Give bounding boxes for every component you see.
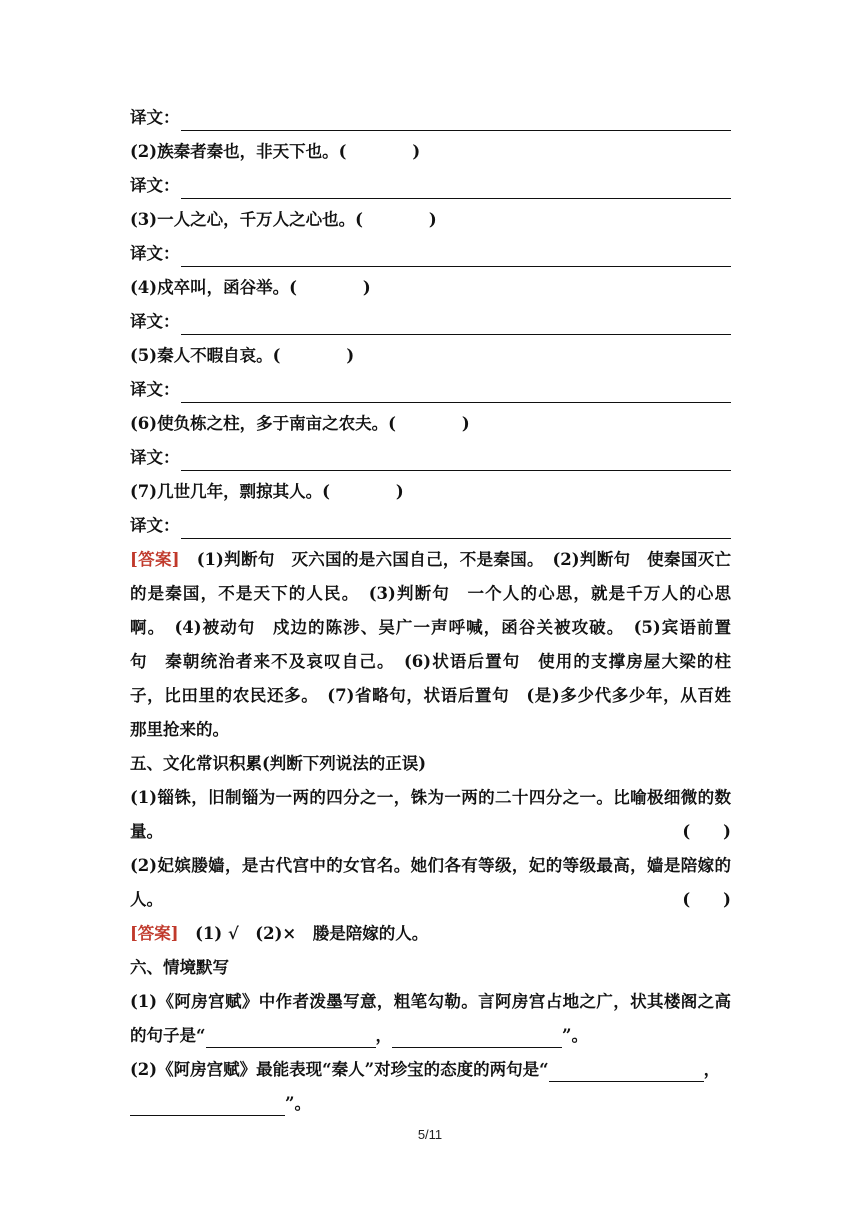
answer-line: 的是秦国，不是天下的人民。 (3)判断句 一个人的心思，就是千万人的心思 <box>130 584 731 603</box>
dictation-blank[interactable] <box>549 1059 704 1082</box>
translation-line-4 <box>130 305 731 339</box>
judgement-paren[interactable]: ( ) <box>682 890 731 909</box>
judgement-paren[interactable]: ( ) <box>682 822 731 841</box>
dictation-question-1: (1)《阿房宫赋》中作者泼墨写意，粗笔勾勒。言阿房宫占地之广，状其楼阁之高 <box>130 992 731 1011</box>
answer-line: 那里抢来的。 <box>130 720 229 739</box>
question-item-6: (6)使负栋之柱，多于南亩之农夫。( ) <box>130 414 470 433</box>
dictation-question-2-cont: ”。 <box>130 1087 731 1121</box>
translation-blank[interactable] <box>181 242 732 267</box>
page-number: 5/11 <box>417 1127 443 1142</box>
translation-line-5 <box>130 373 731 407</box>
answer-line-culture: [答案] (1) √ (2)× 媵是陪嫁的人。 <box>130 924 429 943</box>
dictation-blank[interactable] <box>392 1025 562 1048</box>
answer-line: 子，比田里的农民还多。 (7)省略句，状语后置句 (是)多少代多少年，从百姓 <box>130 686 731 705</box>
culture-question-1-cont: 量。 ( ) <box>130 815 731 849</box>
dictation-blank[interactable] <box>130 1093 285 1116</box>
translation-label: 译文： <box>130 176 180 195</box>
translation-label: 译文： <box>130 108 180 127</box>
translation-label: 译文： <box>130 312 180 331</box>
culture-question-1: (1)锱铢，旧制锱为一两的四分之一，铢为一两的二十四分之一。比喻极细微的数 <box>130 788 731 807</box>
section-6-heading: 六、情境默写 <box>130 958 229 977</box>
dictation-blank[interactable] <box>206 1025 376 1048</box>
translation-line-6 <box>130 441 731 475</box>
translation-blank[interactable] <box>181 174 732 199</box>
translation-label: 译文： <box>130 448 180 467</box>
question-item-5: (5)秦人不暇自哀。( ) <box>130 346 355 365</box>
question-item-2: (2)族秦者秦也，非天下也。( ) <box>130 142 421 161</box>
dictation-question-2: (2)《阿房宫赋》最能表现“秦人”对珍宝的态度的两句是“ ， <box>130 1053 731 1087</box>
translation-line-2 <box>130 169 731 203</box>
translation-line-7 <box>130 509 731 543</box>
translation-blank[interactable] <box>181 310 732 335</box>
translation-label: 译文： <box>130 380 180 399</box>
culture-question-2: (2)妃嫔媵嫱，是古代宫中的女官名。她们各有等级，妃的等级最高，嫱是陪嫁的 <box>130 856 731 875</box>
dictation-question-1-blanks: 的句子是“ ， ”。 <box>130 1019 731 1053</box>
answer-line: [答案] (1)判断句 灭六国的是六国自己，不是秦国。 (2)判断句 使秦国灭亡 <box>130 550 731 569</box>
translation-blank[interactable] <box>181 106 732 131</box>
page-content <box>130 101 731 1121</box>
translation-blank[interactable] <box>181 514 732 539</box>
answer-tag: [答案] <box>130 550 180 569</box>
translation-line-1 <box>130 101 731 135</box>
answer-line: 啊。 (4)被动句 戍边的陈涉、吴广一声呼喊，函谷关被攻破。 (5)宾语前置 <box>130 618 731 637</box>
question-item-7: (7)几世几年，剽掠其人。( ) <box>130 482 404 501</box>
answer-block-sentence-types <box>130 543 731 747</box>
answer-tag: [答案] <box>130 924 179 943</box>
answer-line: 句 秦朝统治者来不及哀叹自己。 (6)状语后置句 使用的支撑房屋大梁的柱 <box>130 652 731 671</box>
translation-label: 译文： <box>130 244 180 263</box>
section-5-heading: 五、文化常识积累(判断下列说法的正误) <box>130 754 427 773</box>
translation-blank[interactable] <box>181 446 732 471</box>
translation-line-3 <box>130 237 731 271</box>
translation-label: 译文： <box>130 516 180 535</box>
question-item-4: (4)戍卒叫，函谷举。( ) <box>130 278 371 297</box>
translation-blank[interactable] <box>181 378 732 403</box>
question-item-3: (3)一人之心，千万人之心也。( ) <box>130 210 437 229</box>
culture-question-2-cont: 人。 ( ) <box>130 883 731 917</box>
